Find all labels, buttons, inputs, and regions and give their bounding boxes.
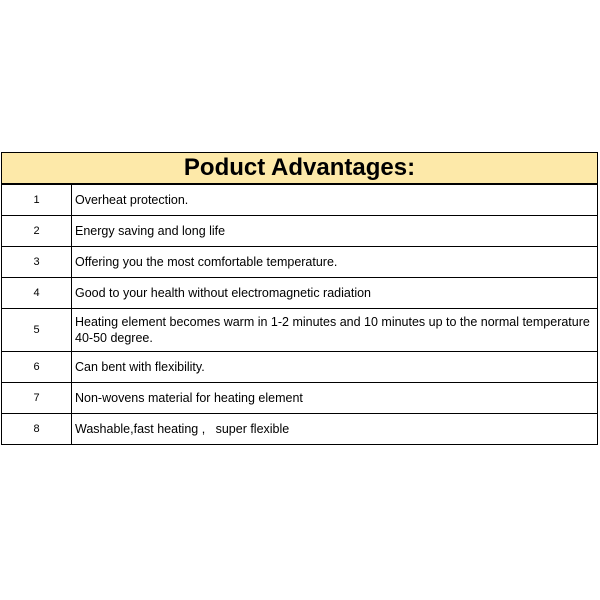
row-text: Can bent with flexibility.	[72, 352, 598, 383]
table-row	[2, 247, 598, 278]
row-text: Energy saving and long life	[72, 216, 598, 247]
row-text: Washable,fast heating , super flexible	[72, 414, 598, 445]
table-row	[2, 278, 598, 309]
table-row	[2, 414, 598, 445]
row-text: Good to your health without electromagnetic radiation	[72, 278, 598, 309]
row-text: Offering you the most comfortable temperature.	[72, 247, 598, 278]
row-number: 7	[2, 383, 72, 414]
row-number: 3	[2, 247, 72, 278]
table-title: Poduct Advantages:	[2, 153, 598, 185]
row-number: 1	[2, 184, 72, 216]
row-number: 4	[2, 278, 72, 309]
table-row	[2, 184, 598, 216]
title-row	[2, 153, 598, 185]
advantages-table	[1, 152, 598, 445]
row-number: 6	[2, 352, 72, 383]
row-text: Non-wovens material for heating element	[72, 383, 598, 414]
table-row	[2, 383, 598, 414]
row-text: Heating element becomes warm in 1-2 minutes and 10 minutes up to the normal temperature 40-50 degree.	[72, 309, 598, 352]
row-number: 5	[2, 309, 72, 352]
table-row	[2, 216, 598, 247]
row-number: 8	[2, 414, 72, 445]
row-text: Overheat protection.	[72, 184, 598, 216]
table-row	[2, 352, 598, 383]
row-number: 2	[2, 216, 72, 247]
table-row	[2, 309, 598, 352]
